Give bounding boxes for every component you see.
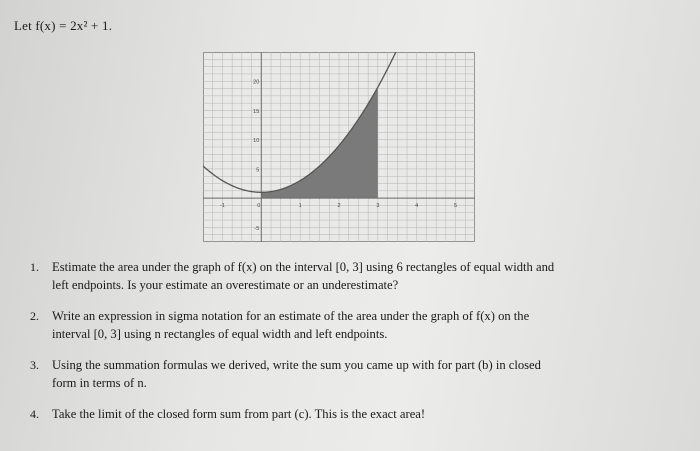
y-tick-label: 5	[256, 167, 260, 174]
problem-text-line: Using the summation formulas we derived, write the sum you came up with for part (b) in closed	[52, 358, 541, 372]
problem-number: 2.	[30, 309, 39, 323]
graph-svg	[203, 52, 475, 242]
x-tick-label: -1	[219, 203, 225, 210]
problem-text-line: left endpoints. Is your estimate an overestimate or an underestimate?	[52, 278, 399, 292]
y-tick-label: 10	[253, 138, 260, 145]
problem-text-line: interval [0, 3] using n rectangles of equal width and left endpoints.	[52, 327, 388, 341]
problem-prompt: Let f(x) = 2x² + 1.	[14, 18, 113, 33]
problem-4	[30, 405, 680, 423]
x-tick-label: 0	[257, 203, 261, 210]
y-tick-label: 20	[253, 79, 260, 86]
problem-number: 4.	[30, 407, 39, 421]
problem-text-line: form in terms of n.	[52, 376, 147, 390]
problem-number: 3.	[30, 358, 39, 372]
x-tick-label: 5	[454, 203, 458, 210]
problem-text-line: Write an expression in sigma notation for an estimate of the area under the graph of f(x) on the	[52, 309, 530, 323]
problem-text-line: Take the limit of the closed form sum from part (c). This is the exact area!	[52, 407, 426, 421]
x-tick-label: 4	[415, 203, 419, 210]
problem-list	[30, 258, 680, 436]
problem-1	[30, 258, 680, 294]
y-tick-label: 15	[253, 108, 260, 115]
problem-number: 1.	[30, 260, 39, 274]
problem-text-line: Estimate the area under the graph of f(x) on the interval [0, 3] using 6 rectangles of equal width and	[52, 260, 555, 274]
x-tick-label: 1	[298, 203, 302, 210]
x-tick-label: 3	[376, 203, 380, 210]
x-tick-label: 2	[337, 203, 341, 210]
function-graph	[203, 52, 475, 242]
problem-2	[30, 307, 680, 343]
problem-3	[30, 356, 680, 392]
y-tick-label: -5	[254, 225, 260, 232]
